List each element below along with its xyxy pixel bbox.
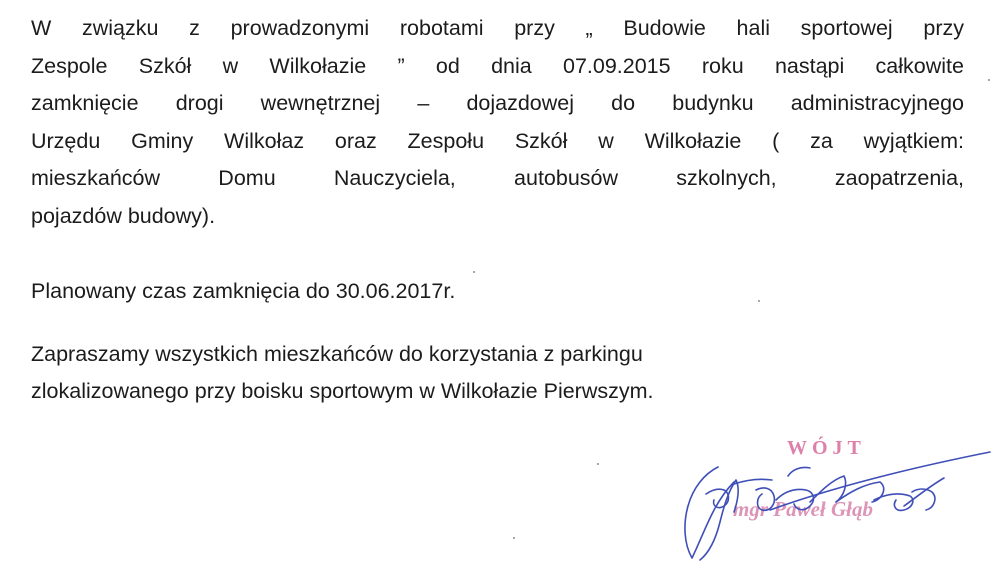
invitation-line: Zapraszamy wszystkich mieszkańców do korzystania z parkingu (31, 342, 643, 366)
signature-strokes (685, 452, 990, 560)
parking-invitation-paragraph (31, 336, 654, 410)
handwritten-signature (660, 440, 995, 565)
scan-speck (597, 463, 599, 465)
stamp-name: mgr Paweł Głąb (733, 497, 873, 521)
scan-speck (758, 300, 760, 302)
announcement-line: Urzędu Gminy Wilkołaz oraz Zespołu Szkół w Wilkołazie ( za wyjątkiem: (31, 128, 964, 153)
announcement-paragraph (31, 10, 964, 236)
announcement-line: pojazdów budowy). (31, 203, 216, 228)
announcement-line: zamknięcie drogi wewnętrznej – dojazdowej do budynku administracyjnego (31, 91, 964, 116)
scan-speck (988, 79, 990, 81)
announcement-line: mieszkańców Domu Nauczyciela, autobusów szkolnych, zaopatrzenia, (31, 166, 964, 191)
invitation-line: zlokalizowanego przy boisku sportowym w Wilkołazie Pierwszym. (31, 379, 654, 403)
announcement-line: W związku z prowadzonymi robotami przy „ Budowie hali sportowej przy (31, 16, 964, 40)
announcement-line: Zespole Szkół w Wilkołazie ” od dnia 07.09.2015 roku nastąpi całkowite (31, 53, 964, 78)
scan-speck (513, 537, 515, 539)
planned-closure-text: Planowany czas zamknięcia do 30.06.2017r. (31, 279, 456, 303)
scan-speck (473, 271, 475, 273)
stamp-title: WÓJT (787, 437, 866, 459)
